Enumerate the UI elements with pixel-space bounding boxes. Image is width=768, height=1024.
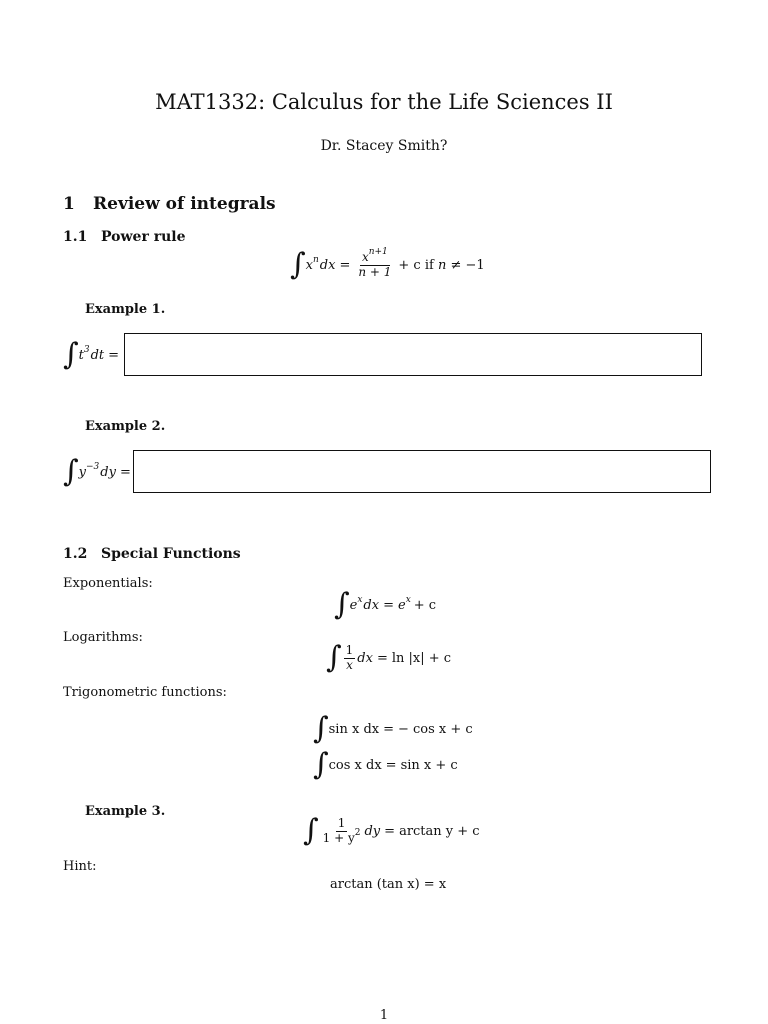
integrand: $x^ndx$ bbox=[305, 254, 336, 273]
example-3-label: Example 3. bbox=[85, 804, 166, 819]
fraction: $\frac{1}{x}$ bbox=[345, 642, 354, 672]
logarithms-label: Logarithms: bbox=[63, 630, 143, 645]
integral-sign: ∫ bbox=[303, 813, 319, 848]
equals-sign: = bbox=[108, 347, 120, 363]
integrand: $y^{-3}dy$ bbox=[78, 461, 116, 480]
result: arctan y + c bbox=[399, 823, 480, 839]
subsection-heading bbox=[63, 229, 185, 245]
subsection-number: 1.2 bbox=[63, 546, 88, 562]
cosine-formula bbox=[313, 747, 458, 782]
integral-sign: ∫ bbox=[313, 747, 329, 782]
equals-sign: = bbox=[384, 823, 396, 839]
hint-formula: arctan (tan x) = x bbox=[330, 877, 447, 892]
section-number: 1 bbox=[63, 194, 75, 214]
section-heading bbox=[63, 194, 276, 214]
constant-condition: + c if n ≠ −1 bbox=[398, 257, 485, 273]
integrand: $e^xdx$ bbox=[349, 594, 380, 613]
logarithm-formula bbox=[326, 640, 452, 675]
fraction: $\frac{1}{1 + y^2}$ bbox=[322, 815, 361, 845]
subsection-number: 1.1 bbox=[63, 229, 88, 245]
page-number: 1 bbox=[379, 1008, 389, 1023]
result: ln |x| + c bbox=[391, 650, 452, 666]
differential: dx bbox=[357, 650, 373, 666]
result: − cos x + c bbox=[398, 721, 473, 737]
arctan-formula bbox=[303, 813, 480, 848]
fraction: $\frac{x^{n+1}}{n + 1}$ bbox=[358, 246, 392, 279]
integrand: cos x dx bbox=[328, 757, 382, 773]
differential: dy bbox=[364, 823, 381, 839]
equals-sign: = bbox=[385, 757, 397, 773]
author: Dr. Stacey Smith? bbox=[320, 138, 448, 154]
equals-sign: = bbox=[339, 257, 351, 273]
equals-sign: = bbox=[119, 464, 131, 480]
integrand: sin x dx bbox=[328, 721, 380, 737]
equals-sign: = bbox=[383, 721, 394, 737]
example-2-integral bbox=[63, 454, 131, 489]
exponential-formula bbox=[334, 587, 437, 622]
equals-sign: = bbox=[376, 650, 388, 666]
integrand: $t^3dt$ bbox=[78, 344, 105, 363]
sine-formula bbox=[313, 711, 473, 746]
subsection-heading bbox=[63, 546, 241, 562]
integral-sign: ∫ bbox=[63, 454, 79, 489]
exponentials-label: Exponentials: bbox=[63, 576, 153, 591]
integral-sign: ∫ bbox=[313, 711, 329, 746]
example-1-answer-box[interactable] bbox=[124, 333, 702, 376]
example-2-label: Example 2. bbox=[85, 419, 166, 434]
result: $e^x + c$ bbox=[397, 594, 437, 613]
subsection-title: Special Functions bbox=[101, 546, 241, 562]
integral-sign: ∫ bbox=[63, 337, 79, 372]
integral-sign: ∫ bbox=[334, 587, 350, 622]
equals-sign: = bbox=[383, 597, 394, 613]
power-rule-formula bbox=[290, 246, 485, 282]
hint-label: Hint: bbox=[63, 859, 97, 874]
integral-sign: ∫ bbox=[326, 640, 342, 675]
subsection-title: Power rule bbox=[101, 229, 186, 245]
example-1-label: Example 1. bbox=[85, 302, 166, 317]
result: sin x + c bbox=[400, 757, 458, 773]
section-title: Review of integrals bbox=[93, 194, 276, 214]
example-1-integral bbox=[63, 337, 120, 372]
page-title: MAT1332: Calculus for the Life Sciences II bbox=[155, 90, 613, 114]
integral-sign: ∫ bbox=[290, 247, 306, 282]
trig-label: Trigonometric functions: bbox=[63, 685, 227, 700]
example-2-answer-box[interactable] bbox=[133, 450, 711, 493]
